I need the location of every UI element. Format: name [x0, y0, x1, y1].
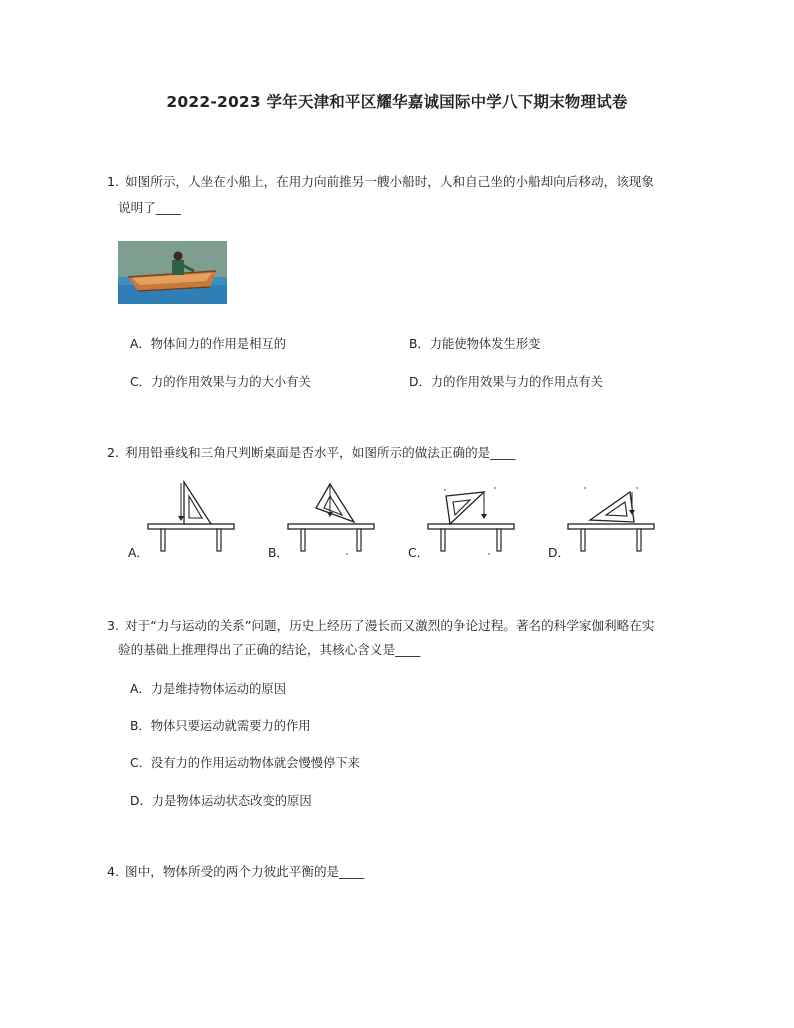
option-a[interactable] [130, 679, 286, 697]
option-text: 力能使物体发生形变 [429, 337, 541, 351]
option-letter: C． [130, 756, 151, 770]
question-text-line2: 验的基础上推理得出了正确的结论，其核心含义是____ [118, 642, 421, 657]
question-text-line1: 对于“力与运动的关系”问题，历史上经历了漫长而又激烈的争论过程。著名的科学家伽利略在实 [125, 618, 655, 633]
option-text: 没有力的作用运动物体就会慢慢停下来 [150, 756, 360, 770]
option-c[interactable] [130, 753, 360, 771]
option-letter: A． [130, 682, 151, 696]
figure-label-c: C． [408, 546, 429, 560]
option-d[interactable] [130, 791, 312, 809]
option-letter: D． [409, 375, 431, 389]
option-b[interactable] [130, 716, 311, 734]
option-text: 物体间力的作用是相互的 [150, 337, 286, 351]
option-a[interactable] [130, 334, 286, 352]
page-title: 2022-2023 学年天津和平区耀华嘉诚国际中学八下期末物理试卷 [166, 93, 628, 111]
option-text: 物体只要运动就需要力的作用 [150, 719, 311, 733]
question-1 [107, 170, 707, 193]
question-2 [107, 441, 707, 464]
option-b[interactable] [409, 334, 540, 352]
question-4 [107, 860, 707, 883]
option-letter: B． [409, 337, 430, 351]
question-3 [107, 614, 707, 637]
question-number: 4. [107, 864, 120, 879]
option-text: 力是物体运动状态改变的原因 [151, 794, 312, 808]
option-letter: A． [130, 337, 151, 351]
option-text: 力是维持物体运动的原因 [150, 682, 286, 696]
question-text-line1: 如图所示，人坐在小船上，在用力向前推另一艘小船时，人和自己坐的小船却向后移动，该现象 [125, 174, 654, 189]
figure-label-d: D． [548, 546, 570, 560]
question-text-line1: 图中，物体所受的两个力彼此平衡的是____ [125, 864, 365, 879]
option-text: 力的作用效果与力的大小有关 [150, 375, 311, 389]
question-number: 3. [107, 618, 120, 633]
option-text: 力的作用效果与力的作用点有关 [430, 375, 603, 389]
option-d[interactable] [409, 372, 603, 390]
option-letter: D． [130, 794, 152, 808]
option-letter: B． [130, 719, 151, 733]
question-text-line1: 利用铅垂线和三角尺判断桌面是否水平，如图所示的做法正确的是____ [125, 445, 516, 460]
figure-label-b: B． [268, 546, 289, 560]
boat-photo [118, 241, 227, 304]
figure-label-a: A． [128, 546, 149, 560]
option-letter: C． [130, 375, 151, 389]
question-number: 2. [107, 445, 120, 460]
question-text-line2: 说明了____ [118, 200, 181, 215]
question-number: 1. [107, 174, 120, 189]
option-c[interactable] [130, 372, 311, 390]
